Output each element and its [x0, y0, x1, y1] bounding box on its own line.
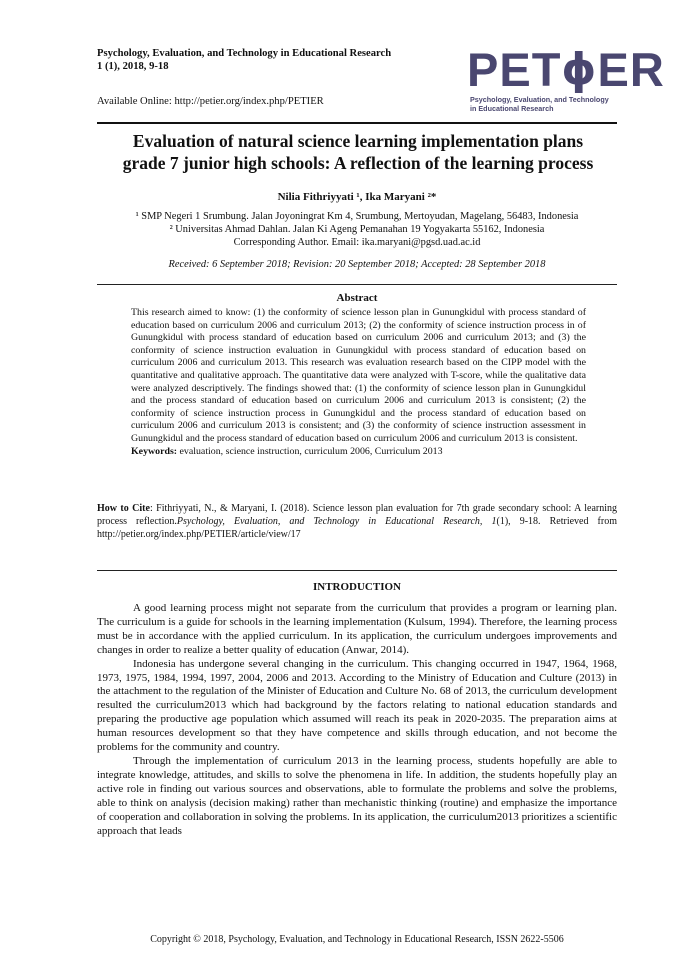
- keywords: evaluation, science instruction, curriculum 2006, Curriculum 2013: [177, 445, 443, 457]
- logo-wordmark: [467, 43, 665, 96]
- submission-dates: Received: 6 September 2018; Revision: 20 September 2018; Accepted: 28 September 2018: [168, 259, 546, 270]
- logo-caption: [470, 96, 617, 113]
- journal-name: Psychology, Evaluation, and Technology in Educational Research: [97, 48, 392, 59]
- keywords-label: Keywords:: [131, 445, 178, 457]
- affiliation-2: ² Universitas Ahmad Dahlan. Jalan Ki Ageng Pemanahan 19 Yogyakarta 55162, Indonesia: [169, 224, 545, 235]
- header-divider: [97, 122, 617, 124]
- citation-journal: Psychology, Evaluation, and Technology in Educational Research, 1: [176, 516, 497, 527]
- introduction-heading: INTRODUCTION: [312, 581, 401, 593]
- affiliation-1: ¹ SMP Negeri 1 Srumbung. Jalan Joyoningrat Km 4, Srumbung, Mertoyudan, Magelang, 56483, Indonesia: [135, 211, 579, 222]
- title-line-2: grade 7 junior high schools: A reflection of the learning process: [122, 153, 594, 173]
- abstract-heading: Abstract: [336, 292, 378, 304]
- available-online: Available Online: http://petier.org/index.php/PETIER: [97, 96, 324, 107]
- paragraph: Through the implementation of curriculum 2013 in the learning process, students hopefully are able to integrate knowledge, attitudes, and skills to solve the phenomena in life. In addition, the students hopefully play an active role in finding out various sources and observations, able to formulate the problems and solve the problems, able to think on analysis (decision making) rather than mechanistic thinking (routine) and emphasize the importance of cooperation and collaboration in solving the problems. In its application, the curriculum2013 prioritizes a scientific approach that leads: [97, 754, 617, 837]
- paragraph: Indonesia has undergone several changing in the curriculum. This changing occurred in 1947, 1964, 1968, 1973, 1975, 1984, 1994, 1997, 2004, 2006 and 2013. According to the Ministry of Education and Culture (2013) in the attachment to the regulation of the Minister of Education and Culture No. 68 of 2013, the curriculum development resulted the curriculum2013 which had background by the factors relating to national education standards and preparing the productive age population which assumed will reach its peak in 2020-2035. The preparation aims at human resources development so that they have competence and skills through education, and not become the problems for the community and country.: [97, 657, 617, 754]
- introduction-body: [97, 602, 617, 838]
- abstract-body: [131, 307, 586, 458]
- volume-info: 1 (1), 2018, 9-18: [97, 61, 169, 72]
- title-line-1: Evaluation of natural science learning implementation plans: [132, 131, 584, 151]
- abstract-text: This research aimed to know: (1) the conformity of science lesson plan in Gunungkidul with process standard of education based on curriculum 2006 and curriculum 2013; (2) the conformity of science instruction process in of Gunungkidul with process standard of education based on curriculum 2006 and curriculum 2013; and (3) the conformity of science instruction evaluation in Gunungkidul with process standard of education based on curriculum 2006 and curriculum 2013. This research was evaluation research based on the CIPP model with the quantitative and qualitative approach. The quantitative data were analyzed with T-score, while the qualitative data were analyzed descriptively. The findings showed that: (1) the conformity of science lesson plan in Gunungkidul and the process standard of education based on curriculum 2006 and curriculum 2013 is consistent; (2) the conformity of science instruction process in Gunungkidul and the process standard of education based on curriculum 2006 and curriculum 2013 is consistent; and (3) the conformity of science instruction assessment in Gunungkidul and the process standard of education based on curriculum 2006 and curriculum 2013 is consistent.: [131, 307, 586, 444]
- authors: Nilia Fithriyyati ¹, Ika Maryani ²*: [277, 191, 437, 203]
- copyright-footer: Copyright © 2018, Psychology, Evaluation, and Technology in Educational Research, ISSN 2622-5506: [150, 934, 564, 945]
- corresponding-author: Corresponding Author. Email: ika.maryani@pgsd.uad.ac.id: [233, 237, 481, 248]
- logo-word-right: ER: [597, 43, 665, 96]
- journal-header: [97, 47, 457, 73]
- paper-title: [90, 130, 626, 174]
- logo-phi-icon: ϕ: [561, 44, 598, 95]
- how-to-cite-label: How to Cite: [97, 503, 150, 514]
- journal-logo: [467, 43, 665, 122]
- logo-caption-line1: Psychology, Evaluation, and Technology: [470, 95, 609, 104]
- citation-text: : Fithriyyati, N., & Maryani, I. (2018). Science lesson plan evaluation for 7th grade secondary school: A learning process reflection.: [97, 503, 617, 527]
- abstract-top-rule: [97, 284, 617, 285]
- how-to-cite: [97, 502, 617, 541]
- paragraph: A good learning process might not separate from the curriculum that provides a program or learning plan. The curriculum is a guide for schools in the learning implementation (Kulsum, 1994). Therefore, the learning process must be in accordance with the applied curriculum. In its application, the curriculum undergoes improvements and changes in order to realize a better quality of education (Anwar, 2014).: [97, 602, 617, 656]
- citation-rest: (1), 9-18. Retrieved from http://petier.org/index.php/PETIER/article/view/17: [97, 516, 617, 540]
- logo-caption-line2: in Educational Research: [470, 103, 554, 113]
- logo-word-left: PET: [467, 43, 562, 96]
- intro-top-rule: [97, 570, 617, 571]
